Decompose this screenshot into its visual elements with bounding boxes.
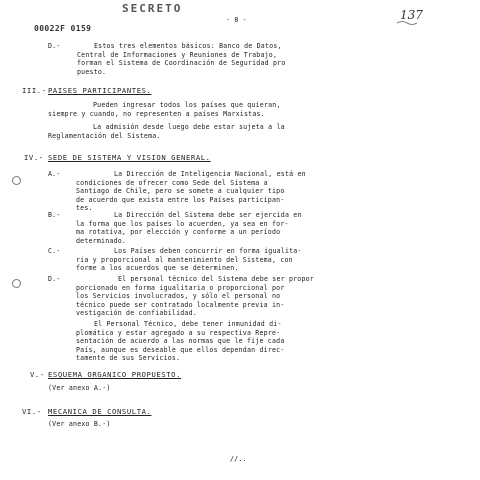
item-line: de acuerdo que exista entre los Países participan-: [76, 195, 285, 204]
handwritten-number: 137: [400, 8, 423, 22]
item-line: País, aunque es deseable que ellos dependan direc-: [76, 345, 285, 354]
annex-reference: (Ver anexo B.-): [48, 420, 111, 428]
item-line: Santiago de Chile, pero se somete a cualquier tipo: [76, 187, 285, 195]
item-line: La Dirección del Sistema debe ser ejercida en: [114, 211, 302, 219]
item-line: Los Países deben concurrir en forma igualita-: [114, 247, 302, 255]
item-d-line: Central de Informaciones y Reuniones de Trabajo,: [77, 50, 278, 59]
punch-hole: [12, 279, 21, 288]
item-label: D.-: [48, 42, 61, 50]
item-label: D.-: [48, 275, 61, 283]
continuation-mark: //..: [230, 455, 247, 463]
item-line: ria y proporcional al mantenimiento del Sistema, con: [76, 255, 293, 264]
section-title: MECANICA DE CONSULTA.: [48, 407, 152, 416]
document-number: 00022F 0159: [34, 24, 92, 33]
section-numeral: III.-: [22, 86, 47, 95]
item-line: técnico puede ser contratado localmente previa in-: [76, 300, 285, 309]
paragraph-line: siempre y cuando, no representen a países Marxistas.: [48, 109, 265, 118]
section-numeral: IV.-: [24, 153, 44, 162]
section-title: ESQUEMA ORGANICO PROPUESTO.: [48, 370, 182, 379]
paragraph-line: Reglamentación del Sistema.: [48, 131, 161, 140]
item-line: tamente de sus Servicios.: [76, 354, 181, 362]
item-line: vestigación de confiabilidad.: [76, 309, 197, 317]
handwritten-mark-icon: [396, 20, 418, 26]
section-title: PAISES PARTICIPANTES.: [48, 86, 152, 95]
item-d-line: forman el Sistema de Coordinación de Seguridad pro: [77, 59, 286, 67]
item-label: B.-: [48, 211, 61, 219]
section-numeral: V.-: [30, 370, 45, 379]
item-line: la forma que los países lo acuerden, ya sea en for-: [76, 219, 289, 228]
item-d-line: puesto.: [77, 67, 107, 76]
item-line: plomática y estar agregado a su respectiva Repre-: [76, 328, 281, 337]
item-line: La Dirección de Inteligencia Nacional, está en: [114, 170, 306, 178]
item-line: determinado.: [76, 236, 127, 245]
section-title: SEDE DE SISTEMA Y VISION GENERAL.: [48, 153, 211, 162]
item-line: los Servicios involucrados, y sólo el personal no: [76, 292, 281, 300]
item-d-line: Estos tres elementos básicos: Banco de Datos,: [94, 42, 282, 50]
item-label: A.-: [48, 170, 61, 178]
item-line: tes.: [76, 204, 93, 212]
item-line: condiciones de ofrecer como Sede del Sistema a: [76, 178, 268, 187]
item-line: porcionado en forma igualitaria o proporcional por: [76, 283, 285, 292]
item-line: sentación de acuerdo a las normas que le fije cada: [76, 337, 285, 345]
paragraph-line: Pueden ingresar todos los países que quieran,: [93, 101, 281, 109]
annex-reference: (Ver anexo A.-): [48, 384, 111, 392]
item-line: ma rotativa, por elección y conforme a un período: [76, 228, 281, 236]
item-label: C.-: [48, 247, 61, 255]
punch-hole: [12, 176, 21, 185]
item-line: El personal técnico del Sistema debe ser propor: [118, 275, 314, 283]
item-line: El Personal Técnico, debe tener inmunidad di-: [94, 320, 282, 328]
page-mark: - 8 -: [226, 16, 247, 24]
item-line: forme a los acuerdos que se determinen.: [76, 264, 239, 272]
section-numeral: VI.-: [22, 407, 42, 416]
classification-stamp: SECRETO: [122, 2, 183, 15]
paragraph-line: La admisión desde luego debe estar sujeta a la: [93, 123, 285, 131]
